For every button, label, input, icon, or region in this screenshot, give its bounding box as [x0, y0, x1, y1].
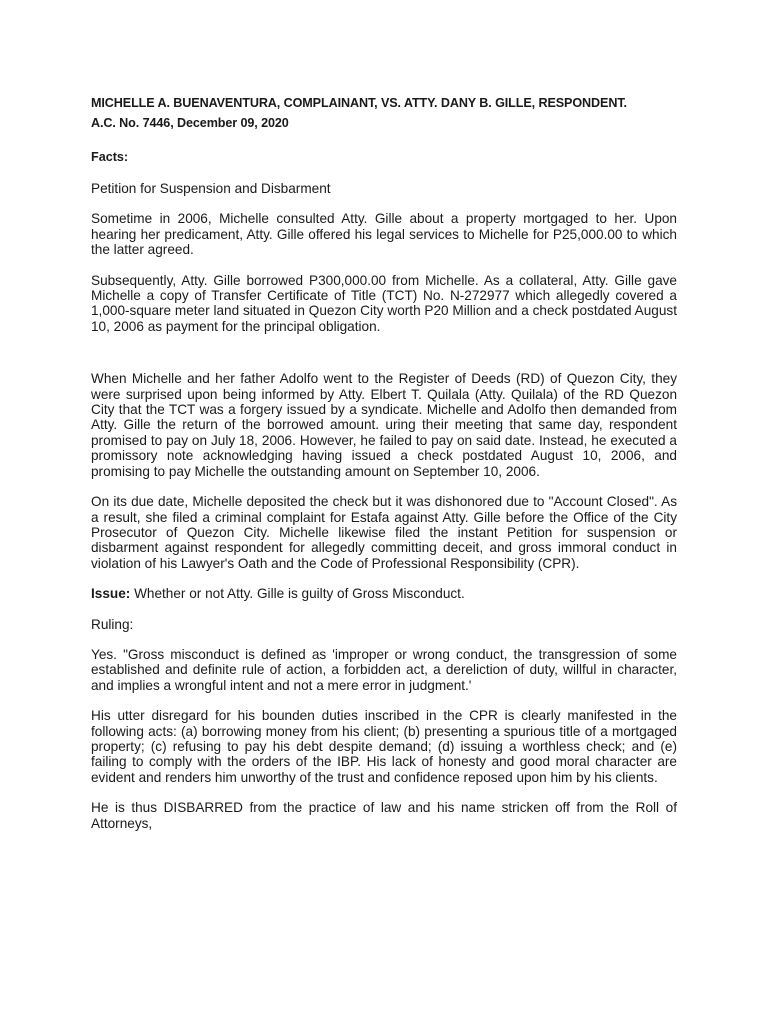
issue-label: Issue: [91, 586, 131, 602]
facts-paragraph-4: On its due date, Michelle deposited the check but it was dishonored due to "Account Closed". As a result, she filed a criminal complaint for Estafa against Atty. Gille before the Office of the City Prosecutor of Quezon City. Michelle likewise filed the instant Petition for suspension or disbarment against respondent for allegedly committing deceit, and gross immoral conduct in violation of his Lawyer's Oath and the Code of Professional Responsibility (CPR). [91, 494, 677, 571]
case-title: MICHELLE A. BUENAVENTURA, COMPLAINANT, VS. ATTY. DANY B. GILLE, RESPONDENT. [91, 96, 627, 110]
ruling-paragraph-1: Yes. "Gross misconduct is defined as 'improper or wrong conduct, the transgression of some established and definite rule of action, a forbidden act, a dereliction of duty, willful in character, and implies a wrongful intent and not a mere error in judgment.' [91, 646, 677, 693]
facts-heading: Facts: [91, 150, 129, 164]
issue-text: Whether or not Atty. Gille is guilty of Gross Misconduct. [130, 586, 465, 602]
case-number: A.C. No. 7446, December 09, 2020 [91, 116, 289, 130]
ruling-paragraph-2: His utter disregard for his bounden duties inscribed in the CPR is clearly manifested in the following acts: (a) borrowing money from his client; (b) presenting a spurious title of a mortgaged property; (c) refusing to pay his debt despite demand; (d) issuing a worthless check; and (e) failing to comply with the orders of the IBP. His lack of honesty and good moral character are evident and renders him unworthy of the trust and confidence reposed upon him by his clients. [91, 708, 677, 785]
facts-paragraph-3: When Michelle and her father Adolfo went to the Register of Deeds (RD) of Quezon City, they were surprised upon being informed by Atty. Elbert T. Quilala (Atty. Quilala) of the RD Quezon City that the TCT was a forgery issued by a syndicate. Michelle and Adolfo then demanded from Atty. Gille the return of the borrowed amount. uring their meeting that same day, respondent promised to pay on July 18, 2006. However, he failed to pay on said date. Instead, he executed a promissory note acknowledging having issued a check postdated August 10, 2006, and promising to pay Michelle the outstanding amount on September 10, 2006. [91, 371, 677, 479]
ruling-heading: Ruling: [91, 616, 134, 632]
document-page [91, 93, 677, 831]
ruling-paragraph-3: He is thus DISBARRED from the practice of law and his name stricken off from the Roll of Attorneys, [91, 800, 677, 831]
facts-paragraph-2: Subsequently, Atty. Gille borrowed P300,000.00 from Michelle. As a collateral, Atty. Gille gave Michelle a copy of Transfer Certificate of Title (TCT) No. N-272977 which allegedly covered a 1,000-square meter land situated in Quezon City worth P20 Million and a check postdated August 10, 2006 as payment for the principal obligation. [91, 272, 677, 334]
facts-paragraph-1: Sometime in 2006, Michelle consulted Atty. Gille about a property mortgaged to her. Upon hearing her predicament, Atty. Gille offered his legal services to Michelle for P25,000.00 to which the latter agreed. [91, 211, 677, 258]
issue-line [91, 586, 677, 601]
petition-line: Petition for Suspension and Disbarment [91, 181, 331, 196]
